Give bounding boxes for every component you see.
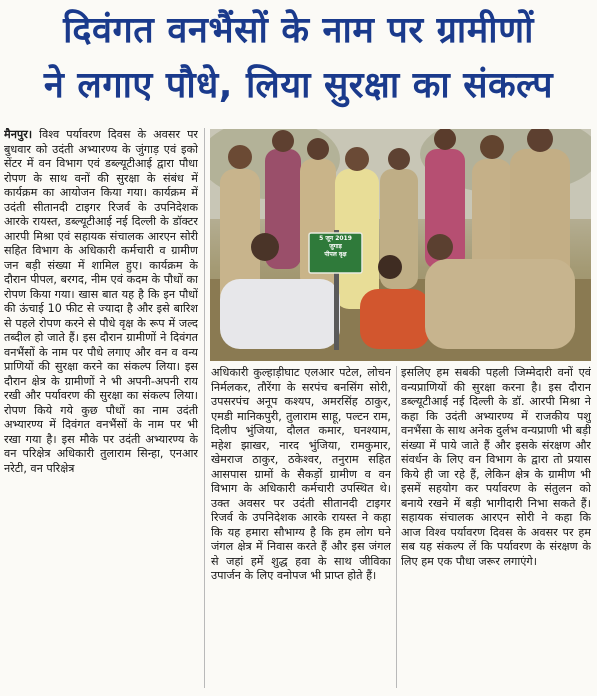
dateline: मैनपुर। (4, 128, 33, 141)
plaque-date: 5 जून 2019 (319, 235, 352, 242)
article-column-3: इसलिए हम सबकी पहली जिम्मेदारी वनों एवं वन्यप्राणियों की सुरक्षा करना है। इस दौरान डब्ल्यूटीआई नई दिल्ली के डॉ. आरपी मिश्रा ने कहा कि उदंती अभ्यारण्य में राजकीय पशु वनभैंसा के साथ अनेक दुर्लभ वन्यप्राणी भी बड़ी संख्या में पाये जाते हैं और इसके संरक्षण और संवर्धन के लिए वन विभाग के द्वारा तो प्रयास किये ही जा रहे हैं, लेकिन क्षेत्र के ग्रामीण भी इसमें सहयोग कर पर्यावरण के संतुलन को बनाये रखने में बड़ी भागीदारी निभा सकते हैं। सहायक संचालक आरएन सोरी ने कहा कि आज विश्व पर्यावरण दिवस के अवसर पर हम सब यह संकल्प लें कि पर्यावरण के संरक्षण के लिए हम एक पौधा जरूर लगाएंगे। (401, 366, 591, 568)
plaque-tree-name: पीपल वृक्ष (324, 251, 347, 258)
headline-line-2: ने लगाए पौधे, लिया सुरक्षा का संकल्प (43, 65, 554, 106)
photo-illustration (210, 129, 591, 361)
headline (6, 4, 591, 114)
plaque-sign (309, 235, 362, 259)
news-photo (210, 129, 591, 361)
headline-line-1: दिवंगत वनभैंसों के नाम पर ग्रामीणों (63, 10, 534, 51)
column-1-text: विश्व पर्यावरण दिवस के अवसर पर बुधवार को उदंती अभ्यारण्य के जुंगाड़ एवं इको सेंटर में वन विभाग एवं डब्ल्यूटीआई द्वारा पौधा रोपण के साथ वनों की सुरक्षा के संबंध में कार्यक्रम का आयोजन किया गया। कार्यक्रम में उदंती सीतानदी टाइगर रिजर्व के उपनिदेशक आरके रायस्त, डब्ल्यूटीआई नई दिल्ली के डॉक्टर आरपी मिश्रा एवं सहायक संचालक आरएन सोरी सहित विभाग के अधिकारी कर्मचारी व ग्रामीण जन बड़ी संख्या में शामिल हुए। कार्यक्रम के दौरान पीपल, बरगद, नीम एवं कदम के पौधों का रोपण किया गया। खास बात यह है कि इन पौधों की ऊंचाई 10 फीट से ज्यादा है और इसे बारिश से पहले रोपण करने से पौधे वृक्ष के रूप में जल्द तब्दील हो जाते हैं। इस दौरान ग्रामीणों ने दिवंगत वनभैंसों के नाम पर पौधे लगाए और वन व वन्य प्राणियों की सुरक्षा करने का संकल्प लिया। इस दौरान क्षेत्र के ग्रामीणों ने भी अपनी-अपनी राय रखी और पर्यावरण की सुरक्षा का संकल्प लिया। रोपण किये गये कुछ पौधों का नाम उदंती अभ्यारण्य में दिवंगत वनभैंसों के नाम पर भी रखा गया है। इस मौके पर उदंती अभ्यारण्य के वन परिक्षेत्र अधिकारी तुलाराम सिन्हा, एनआर नरेटी, वन परिक्षेत्र (4, 128, 198, 475)
column-divider-2 (396, 366, 397, 688)
column-divider-1 (204, 128, 205, 688)
article-column-2: अधिकारी कुल्हाड़ीघाट एलआर पटेल, लोचन निर्मलकर, तौरेंगा के सरपंच बनसिंग सोरी, उपसरपंच अनूप कश्यप, अमरसिंह ठाकुर, एमडी मानिकपुरी, तुलाराम साहू, पल्टन राम, दिलीप भुंजिया, दौलत कमार, घनश्याम, महेश झाखर, नारद भुंजिया, रामकुमार, खेमराज ठाकुर, ठकेश्वर, तनुराम सहित आसपास ग्रामों के सैकड़ों ग्रामीण व वन विभाग के अधिकारी कर्मचारी उपस्थित थे। उक्त अवसर पर उदंती सीतानदी टाइगर रिजर्व के उपनिदेशक आरके रायस्त ने कहा कि यह हमारा सौभाग्य है कि हम लोग घने जंगल क्षेत्र में निवास करते हैं और इस जंगल से जहां हमें शुद्ध हवा के साथ जीविका उपार्जन के लिए वनोपज भी प्राप्त होते हैं। (211, 366, 391, 582)
article-column-1 (4, 128, 198, 688)
plaque-location: जुगाड़ (329, 243, 342, 250)
